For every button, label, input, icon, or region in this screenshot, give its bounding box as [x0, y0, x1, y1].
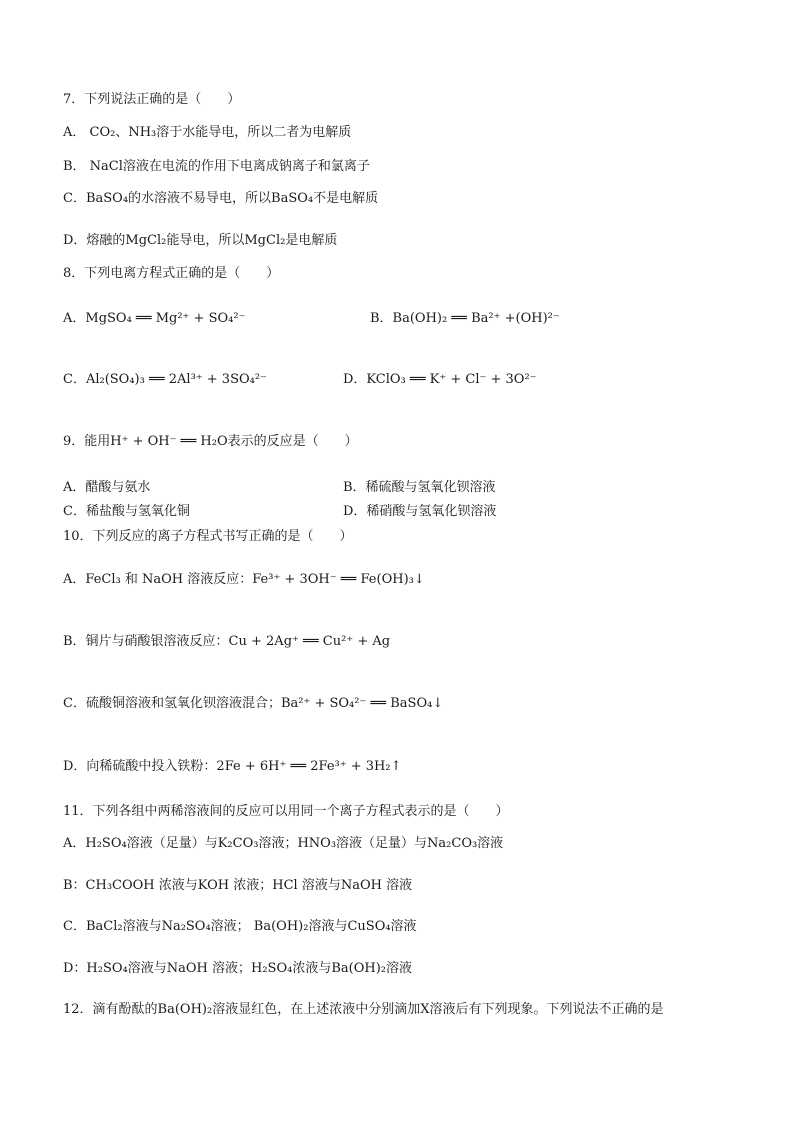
q12-stem: 12．滴有酚酞的Ba(OH)₂溶液显红色，在上述浓液中分别滴加X溶液后有下列现象。下列说法不正确的是: [63, 1002, 664, 1017]
q10-option-a: A．FeCl₃ 和 NaOH 溶液反应：Fe³⁺ + 3OH⁻ ══ Fe(OH)₃↓: [63, 572, 425, 587]
q9-option-c: C．稀盐酸与氢氧化铜: [63, 504, 190, 519]
q9-option-d: D．稀硝酸与氢氧化钡溶液: [343, 504, 497, 519]
q10-stem: 10．下列反应的离子方程式书写正确的是（ ）: [63, 529, 353, 544]
q11-option-b: B：CH₃COOH 浓液与KOH 浓液；HCl 溶液与NaOH 溶液: [63, 878, 413, 893]
q8-option-c: C．Al₂(SO₄)₃ ══ 2Al³⁺ + 3SO₄²⁻: [63, 372, 267, 387]
q11-option-d: D：H₂SO₄溶液与NaOH 溶液；H₂SO₄浓液与Ba(OH)₂溶液: [63, 961, 412, 976]
q7-option-d: D．熔融的MgCl₂能导电，所以MgCl₂是电解质: [63, 233, 338, 248]
q9-option-b: B．稀硫酸与氢氧化钡溶液: [343, 480, 496, 495]
q11-option-c: C．BaCl₂溶液与Na₂SO₄溶液； Ba(OH)₂溶液与CuSO₄溶液: [63, 919, 417, 934]
q9-option-a: A．醋酸与氨水: [63, 480, 151, 495]
q7-option-a: A． CO₂、NH₃溶于水能导电，所以二者为电解质: [63, 125, 352, 140]
q8-stem: 8．下列电离方程式正确的是（ ）: [63, 266, 280, 281]
q10-option-d: D．向稀硫酸中投入铁粉：2Fe + 6H⁺ ══ 2Fe³⁺ + 3H₂↑: [63, 759, 402, 774]
q7-option-b: B． NaCl溶液在电流的作用下电离成钠离子和氯离子: [63, 159, 370, 174]
q11-stem: 11．下列各组中两稀溶液间的反应可以用同一个离子方程式表示的是（ ）: [63, 804, 509, 819]
q11-option-a: A．H₂SO₄溶液（足量）与K₂CO₃溶液；HNO₃溶液（足量）与Na₂CO₃溶液: [63, 836, 504, 851]
q9-stem: 9．能用H⁺ + OH⁻ ══ H₂O表示的反应是（ ）: [63, 434, 358, 449]
q8-option-b: B．Ba(OH)₂ ══ Ba²⁺ +(OH)²⁻: [370, 311, 560, 326]
q8-option-a: A．MgSO₄ ══ Mg²⁺ + SO₄²⁻: [63, 311, 246, 326]
q8-option-d: D．KClO₃ ══ K⁺ + Cl⁻ + 3O²⁻: [343, 372, 537, 387]
q10-option-b: B．铜片与硝酸银溶液反应：Cu + 2Ag⁺ ══ Cu²⁺ + Ag: [63, 634, 391, 649]
q7-stem: 7．下列说法正确的是（ ）: [63, 92, 241, 107]
q7-option-c: C．BaSO₄的水溶液不易导电，所以BaSO₄不是电解质: [63, 191, 379, 206]
q10-option-c: C．硫酸铜溶液和氢氧化钡溶液混合；Ba²⁺ + SO₄²⁻ ══ BaSO₄↓: [63, 696, 444, 711]
